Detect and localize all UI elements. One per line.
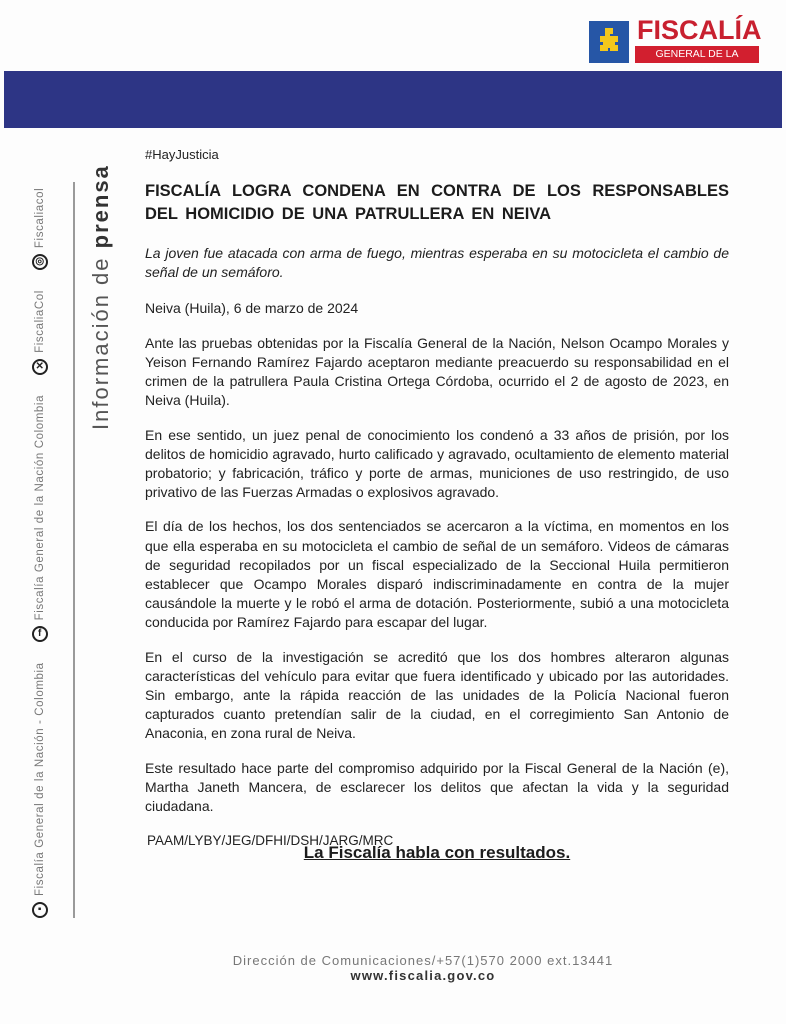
- logo-subtitle: GENERAL DE LA: [635, 46, 759, 63]
- paragraph: En ese sentido, un juez penal de conocimiento los condenó a 33 años de prisión, por los delitos de homicidio agravado, hurto calificado y agravado, ocultamiento de elemento material probatorio; y fabricación, tráfico y porte de armas, municiones de uso restringido, de uso privativo de las Fuerzas Armadas o explosivos agravado.: [145, 426, 729, 501]
- social-links: [32, 188, 48, 918]
- social-x-label[interactable]: FiscaliaCol: [34, 290, 46, 353]
- subheadline: La joven fue atacada con arma de fuego, mientras esperaba en su motocicleta el cambio de señal de un semáforo.: [145, 245, 729, 281]
- x-twitter-icon[interactable]: ✕: [32, 359, 48, 375]
- social-instagram-label[interactable]: Fiscaliacol: [34, 187, 46, 249]
- section-label: [88, 164, 114, 430]
- social-facebook-label[interactable]: Fiscalía General de la Nación Colombia: [34, 394, 46, 621]
- youtube-icon[interactable]: ▪: [32, 902, 48, 918]
- paragraph: Ante las pruebas obtenidas por la Fiscalía General de la Nación, Nelson Ocampo Morales y Yeison Fernando Ramírez Fajardo aceptaron mediante preacuerdo su responsabilidad en el crimen de la patrullera Paula Cristina Ortega Córdoba, ocurrido el 2 de agosto de 2023, en Neiva (Huila).: [145, 334, 729, 409]
- slogan: La Fiscalía habla con resultados.: [303, 843, 571, 862]
- logo-title: FISCALÍA: [637, 15, 762, 45]
- facebook-icon[interactable]: f: [32, 626, 48, 642]
- social-youtube-label[interactable]: Fiscalía General de la Nación - Colombia: [34, 662, 46, 896]
- footer-contact: Dirección de Comunicaciones/+57(1)570 2000 ext.13441: [232, 953, 614, 968]
- dateline: Neiva (Huila), 6 de marzo de 2024: [145, 299, 359, 316]
- section-label-light: Información de: [88, 248, 113, 430]
- press-release-body: [145, 145, 729, 850]
- section-label-bold: prensa: [88, 164, 113, 249]
- instagram-icon[interactable]: ◎: [32, 254, 48, 270]
- headline: FISCALÍA LOGRA CONDENA EN CONTRA DE LOS RESPONSABLES DEL HOMICIDIO DE UNA PATRULLERA EN NEIVA: [145, 182, 729, 224]
- author-codes: PAAM/LYBY/JEG/DFHI/DSH/JARG/MRC: [147, 833, 394, 849]
- footer-website-link[interactable]: www.fiscalia.gov.co: [350, 968, 496, 983]
- hashtag: #HayJusticia: [145, 147, 219, 162]
- sidebar-divider: [73, 182, 75, 918]
- paragraph: Este resultado hace parte del compromiso adquirido por la Fiscal General de la Nación (e), Martha Janeth Mancera, de esclarecer los delitos que afectan la vida y la seguridad ciudadana.: [145, 759, 729, 815]
- puzzle-emblem-icon: [589, 21, 629, 63]
- paragraph: El día de los hechos, los dos sentenciados se acercaron a la víctima, en momentos en los que ella esperaba en su motocicleta el cambio de señal de un semáforo. Videos de cámaras de seguridad recopilados por un fiscal especializado de la Seccional Huila permitieron establecer que Ocampo Morales disparó indiscriminadamente en contra de la mujer causándole la muerte y le robó el arma de dotación. Posteriormente, subió a una motocicleta conducida por Ramírez Fajardo para escapar del lugar.: [145, 518, 729, 631]
- header-banner: [4, 71, 782, 128]
- paragraph: En el curso de la investigación se acreditó que los dos hombres alteraron algunas características del vehículo para evitar que fuera identificado y ubicado por las autoridades. Sin embargo, ante la rápida reacción de las unidades de la Policía Nacional fueron capturados cuanto pretendían salir de la ciudad, en el corregimiento San Antonio de Anaconia, en zona rural de Neiva.: [145, 648, 729, 742]
- fiscalia-logo: [589, 15, 762, 65]
